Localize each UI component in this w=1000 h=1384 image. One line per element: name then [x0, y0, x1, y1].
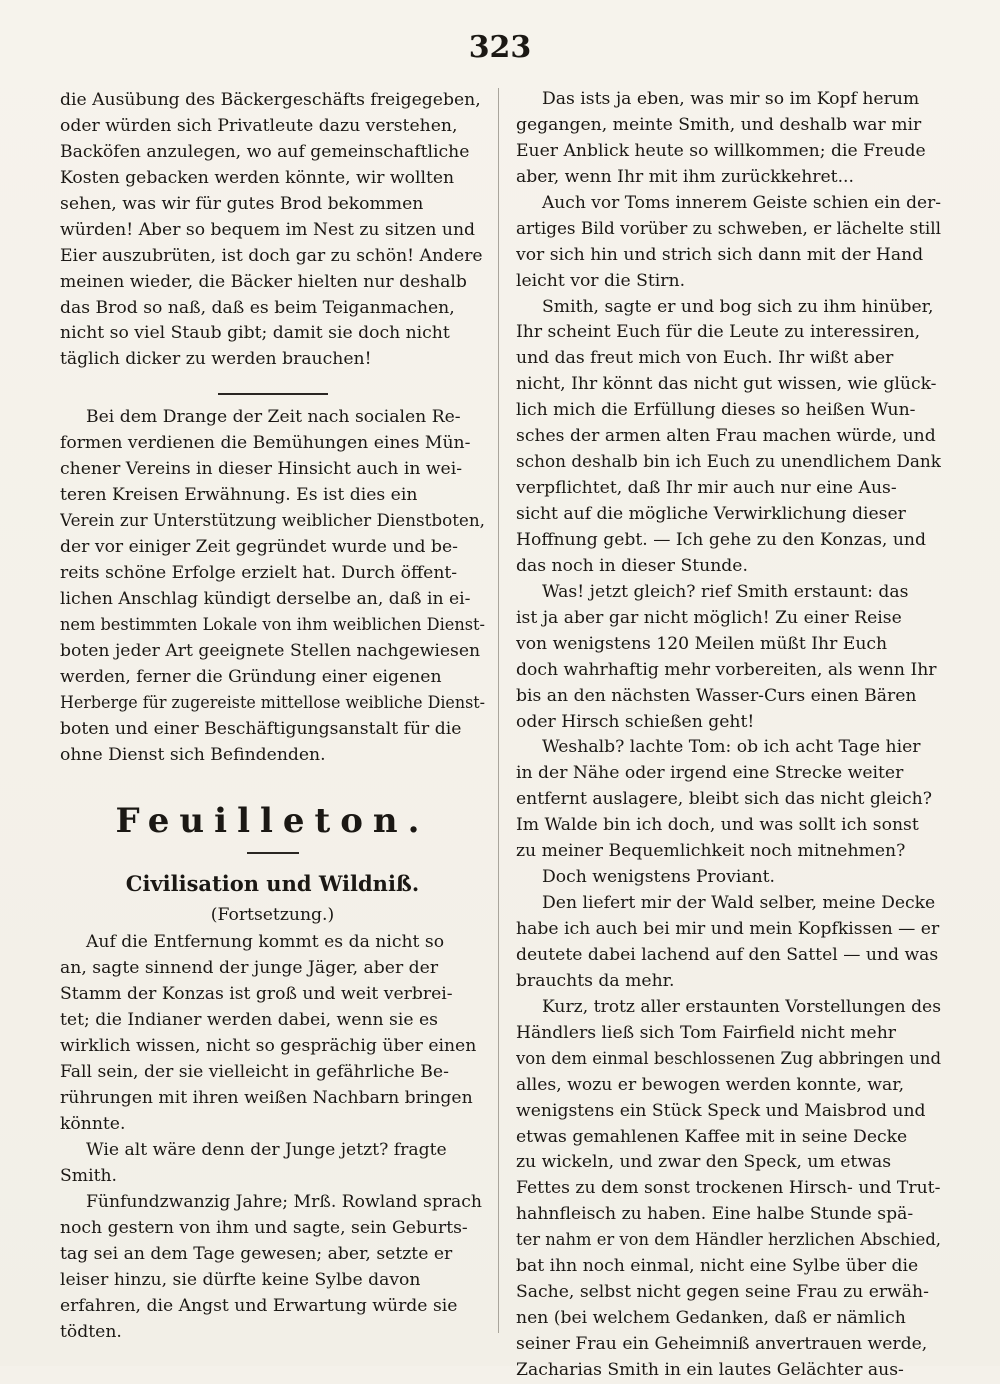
story-title: Civilisation und Wildniß. [125, 871, 420, 897]
text-line: Stamm der Konzas ist groß und weit verbrei- [60, 984, 453, 1005]
text-line: erfahren, die Angst und Erwartung würde sie [60, 1295, 458, 1316]
paragraph-story-3 [60, 1190, 485, 1346]
text-line: Backöfen anzulegen, wo auf gemeinschaftliche [60, 141, 470, 162]
text-line: brauchts da mehr. [516, 970, 675, 991]
text-line: Zacharias Smith in ein lautes Gelächter aus- [516, 1359, 904, 1380]
text-line: wirklich wissen, nicht so gesprächig über einen [60, 1036, 477, 1057]
paragraph-right-3 [516, 295, 941, 580]
text-line: Smith, sagte er und bog sich zu ihm hinüber, [542, 296, 934, 317]
text-line: Doch wenigstens Proviant. [542, 867, 776, 888]
text-line: Fettes zu dem sonst trockenen Hirsch- und Trut- [516, 1178, 941, 1199]
text-line: gegangen, meinte Smith, und deshalb war mir [516, 114, 922, 135]
text-line: täglich dicker zu werden brauchen! [60, 349, 372, 370]
text-line: leiser hinzu, sie dürfte keine Sylbe davon [60, 1269, 421, 1290]
paragraph-munich-association [60, 405, 485, 768]
paragraph-story-2 [60, 1138, 485, 1190]
text-line: Weshalb? lachte Tom: ob ich acht Tage hier [542, 737, 921, 758]
paragraph-story-1 [60, 930, 485, 1138]
text-line: die Ausübung des Bäckergeschäfts freigegeben, [60, 90, 481, 110]
text-line: nem bestimmten Lokale von ihm weiblichen Dienst- [60, 614, 485, 635]
text-line: reits schöne Erfolge erzielt hat. Durch öffent- [60, 562, 458, 583]
text-line: ist ja aber gar nicht möglich! Zu einer Reise [516, 607, 902, 628]
text-line: Was! jetzt gleich? rief Smith erstaunt: das [542, 581, 909, 602]
text-line: und das freut mich von Euch. Ihr wißt aber [516, 348, 894, 369]
text-line: seiner Frau ein Geheimniß anvertrauen werde, [516, 1334, 928, 1354]
text-line: leicht vor die Stirn. [516, 270, 686, 291]
text-line: tag sei an dem Tage gewesen; aber, setzte er [60, 1243, 453, 1264]
text-line: etwas gemahlenen Kaffee mit in seine Decke [516, 1126, 908, 1147]
text-line: das noch in dieser Stunde. [516, 555, 748, 576]
paragraph-right-6 [516, 865, 941, 891]
text-line: deutete dabei lachend auf den Sattel — und was [516, 944, 939, 965]
text-line: bis an den nächsten Wasser-Curs einen Bären [516, 685, 917, 706]
text-line: bat ihn noch einmal, nicht eine Sylbe über die [516, 1256, 919, 1277]
text-line: an, sagte sinnend der junge Jäger, aber der [60, 958, 439, 979]
story-subtitle: (Fortsetzung.) [210, 905, 335, 926]
text-line: formen verdienen die Bemühungen eines Mün- [60, 433, 471, 454]
text-line: Fall sein, der sie vielleicht in gefährliche Be- [60, 1062, 449, 1083]
text-line: oder würden sich Privatleute dazu verstehen, [60, 115, 458, 136]
text-line: boten jeder Art geeignete Stellen nachgewiesen [60, 640, 481, 661]
text-line: von wenigstens 120 Meilen müßt Ihr Euch [516, 633, 888, 654]
text-line: ter nahm er von dem Händler herzlichen Abschied, [516, 1230, 941, 1251]
paragraph-right-8 [516, 995, 941, 1384]
feuilleton-heading: Feuilleton. [115, 801, 430, 842]
text-line: Verein zur Unterstützung weiblicher Dienstboten, [60, 511, 485, 532]
text-line: Händlers ließ sich Tom Fairfield nicht mehr [516, 1022, 897, 1043]
paragraph-right-7 [516, 891, 941, 995]
text-line: meinen wieder, die Bäcker hielten nur deshalb [60, 271, 467, 292]
text-line: artiges Bild vorüber zu schweben, er lächelte still [516, 218, 941, 239]
paragraph-right-1 [516, 87, 941, 191]
paragraph-right-2 [516, 191, 941, 295]
left-column [60, 88, 485, 1345]
text-line: vor sich hin und strich sich dann mit der Hand [516, 244, 924, 265]
text-line: von dem einmal beschlossenen Zug abbringen und [516, 1048, 941, 1069]
text-line: würden! Aber so bequem im Nest zu sitzen und [60, 219, 476, 240]
text-line: wenigstens ein Stück Speck und Maisbrod und [516, 1100, 926, 1121]
text-line: noch gestern von ihm und sagte, sein Geburts- [60, 1217, 468, 1238]
text-line: der vor einiger Zeit gegründet wurde und be- [60, 537, 458, 557]
text-line: Sache, selbst nicht gegen seine Frau zu erwäh- [516, 1282, 929, 1303]
text-line: Fünfundzwanzig Jahre; Mrß. Rowland sprach [86, 1191, 483, 1212]
text-line: chener Vereins in dieser Hinsicht auch in wei- [60, 459, 463, 480]
text-line: nicht, Ihr könnt das nicht gut wissen, wie glück- [516, 374, 937, 395]
text-line: schon deshalb bin ich Euch zu unendlichem Dank [516, 452, 941, 473]
text-line: rührungen mit ihren weißen Nachbarn bringen [60, 1088, 473, 1109]
text-line: Ihr scheint Euch für die Leute zu interessiren, [516, 322, 921, 343]
text-line: Auch vor Toms innerem Geiste schien ein der- [542, 192, 941, 213]
text-line: Eier auszubrüten, ist doch gar zu schön! Andere [60, 245, 483, 266]
text-line: doch wahrhaftig mehr vorbereiten, als wenn Ihr [516, 659, 937, 680]
text-line: lichen Anschlag kündigt derselbe an, daß in ei- [60, 588, 471, 609]
text-line: in der Nähe oder irgend eine Strecke weiter [516, 763, 904, 784]
text-line: Euer Anblick heute so willkommen; die Freude [516, 140, 926, 161]
text-line: hahnfleisch zu haben. Eine halbe Stunde spä- [516, 1204, 914, 1225]
text-line: Wie alt wäre denn der Junge jetzt? fragte [86, 1139, 447, 1160]
text-line: Bei dem Drange der Zeit nach socialen Re- [86, 407, 461, 428]
text-line: Herberge für zugereiste mittellose weibliche Dienst- [60, 692, 485, 713]
paragraph-baker-complaint [60, 88, 485, 373]
text-line: teren Kreisen Erwähnung. Es ist dies ein [60, 485, 418, 506]
text-line: nen (bei welchem Gedanken, daß er nämlich [516, 1308, 906, 1329]
text-line: werden, ferner die Gründung einer eigenen [60, 666, 442, 687]
text-line: zu meiner Bequemlichkeit noch mitnehmen? [516, 841, 906, 862]
column-divider [498, 88, 499, 1333]
text-line: könnte. [60, 1114, 126, 1134]
text-line: Den liefert mir der Wald selber, meine Decke [542, 893, 936, 914]
feuilleton-rule [247, 852, 299, 854]
text-line: entfernt auslagere, bleibt sich das nicht gleich? [516, 789, 932, 810]
page-number: 323 [468, 30, 532, 65]
text-line: Im Walde bin ich doch, und was sollt ich sonst [516, 815, 919, 836]
text-line: Auf die Entfernung kommt es da nicht so [86, 932, 445, 953]
text-line: tödten. [60, 1321, 122, 1342]
text-line: Hoffnung gebt. — Ich gehe zu den Konzas, und [516, 529, 926, 550]
text-line: alles, wozu er bewogen werden konnte, war, [516, 1074, 905, 1095]
text-line: zu wickeln, und zwar den Speck, um etwas [516, 1152, 892, 1173]
text-line: sehen, was wir für gutes Brod bekommen [60, 193, 424, 214]
text-line: Smith. [60, 1165, 118, 1186]
text-line: Kosten gebacken werden könnte, wir wollten [60, 167, 455, 188]
text-line: Das ists ja eben, was mir so im Kopf herum [542, 89, 920, 109]
text-line: verpflichtet, daß Ihr mir auch nur eine Aus- [516, 478, 897, 499]
text-line: sches der armen alten Frau machen würde, und [516, 426, 936, 447]
right-column [516, 87, 941, 1384]
text-line: oder Hirsch schießen geht! [516, 711, 755, 732]
text-line: boten und einer Beschäftigungsanstalt für die [60, 718, 462, 739]
separator-rule [218, 393, 328, 395]
text-line: Kurz, trotz aller erstaunten Vorstellungen des [542, 996, 941, 1017]
text-line: nicht so viel Staub gibt; damit sie doch nicht [60, 323, 450, 344]
text-line: sicht auf die mögliche Verwirklichung dieser [516, 504, 906, 524]
text-line: ohne Dienst sich Befindenden. [60, 744, 326, 765]
text-line: tet; die Indianer werden dabei, wenn sie es [60, 1010, 438, 1031]
text-line: aber, wenn Ihr mit ihm zurückkehret... [516, 166, 854, 187]
paragraph-right-4 [516, 580, 941, 736]
text-line: lich mich die Erfüllung dieses so heißen Wun- [516, 400, 916, 421]
text-line: das Brod so naß, daß es beim Teiganmachen, [60, 297, 455, 318]
text-line: habe ich auch bei mir und mein Kopfkissen — er [516, 919, 940, 939]
paragraph-right-5 [516, 735, 941, 865]
